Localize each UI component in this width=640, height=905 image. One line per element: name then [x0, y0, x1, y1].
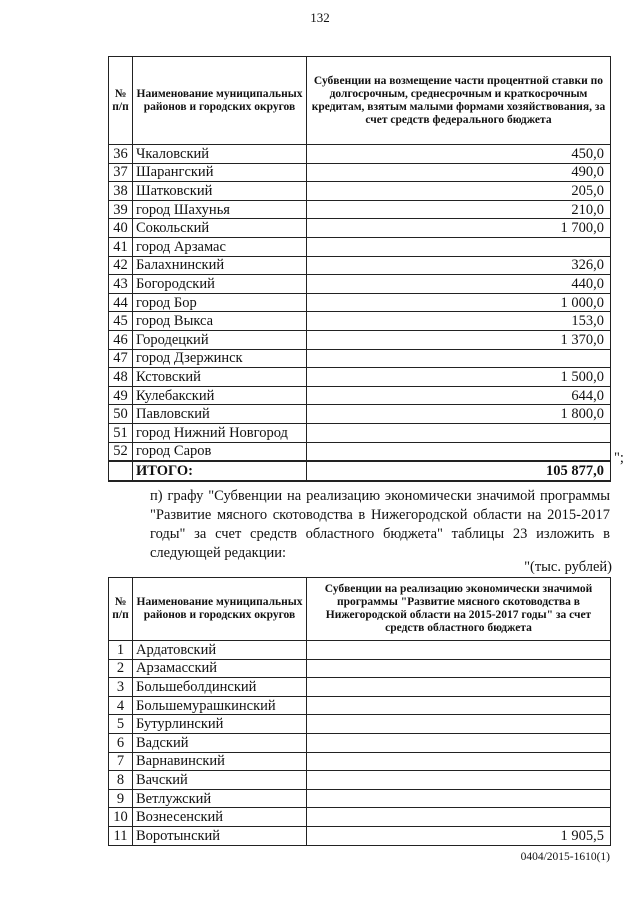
row-number: 51: [109, 423, 133, 442]
row-number: 10: [109, 808, 133, 827]
row-number: 36: [109, 145, 133, 164]
row-number: 38: [109, 182, 133, 201]
table-row: [109, 423, 611, 442]
row-number: 1: [109, 641, 133, 660]
row-value: [307, 349, 611, 368]
amendment-paragraph: [108, 487, 610, 563]
row-value: [307, 696, 611, 715]
row-value: [307, 715, 611, 734]
header-number: № п/п: [109, 578, 133, 641]
row-number: 50: [109, 405, 133, 424]
table-row: [109, 678, 611, 697]
row-municipality: город Дзержинск: [133, 349, 307, 368]
table-row: [109, 715, 611, 734]
row-value: 450,0: [307, 145, 611, 164]
row-municipality: Павловский: [133, 405, 307, 424]
row-number: 44: [109, 293, 133, 312]
row-municipality: город Арзамас: [133, 237, 307, 256]
row-value: 210,0: [307, 200, 611, 219]
row-municipality: Городецкий: [133, 330, 307, 349]
table-row: [109, 145, 611, 164]
row-value: [307, 789, 611, 808]
row-value: [307, 423, 611, 442]
table-row: [109, 789, 611, 808]
subsidy-table-regional: [108, 577, 611, 846]
row-value: 153,0: [307, 312, 611, 331]
table-row: [109, 349, 611, 368]
row-value: 1 700,0: [307, 219, 611, 238]
row-municipality: Балахнинский: [133, 256, 307, 275]
row-municipality: Вадский: [133, 733, 307, 752]
row-municipality: Большеболдинский: [133, 678, 307, 697]
header-subsidy: Субвенции на реализацию экономически значимой программы "Развитие мясного скотоводства в Нижегородской области на 2015-2017 годы" за счет средств областного бюджета: [307, 578, 611, 641]
table-row: [109, 659, 611, 678]
row-municipality: Бутурлинский: [133, 715, 307, 734]
row-municipality: Чкаловский: [133, 145, 307, 164]
row-number: 47: [109, 349, 133, 368]
row-value: 1 000,0: [307, 293, 611, 312]
table-row: [109, 808, 611, 827]
table-row: [109, 330, 611, 349]
row-number: 45: [109, 312, 133, 331]
row-value: [307, 678, 611, 697]
row-municipality: Сокольский: [133, 219, 307, 238]
table-row: [109, 368, 611, 387]
table-row: [109, 219, 611, 238]
table-row: [109, 733, 611, 752]
paragraph-text: п) графу "Субвенции на реализацию экономически значимой программы "Развитие мясного скотоводства в Нижегородской области на 2015-2017 годы" за счет средств областного бюджета" таблицы 23 изложить в следующей редакции:: [150, 488, 610, 561]
table-row: [109, 182, 611, 201]
row-municipality: Ветлужский: [133, 789, 307, 808]
row-number: 40: [109, 219, 133, 238]
row-value: [307, 752, 611, 771]
table-row: [109, 752, 611, 771]
row-number: 4: [109, 696, 133, 715]
row-value: 1 800,0: [307, 405, 611, 424]
row-value: [307, 771, 611, 790]
row-municipality: город Нижний Новгород: [133, 423, 307, 442]
row-value: 205,0: [307, 182, 611, 201]
document-code: 0404/2015-1610(1): [520, 851, 610, 863]
row-municipality: город Бор: [133, 293, 307, 312]
unit-label: "(тыс. рублей): [524, 559, 612, 575]
subsidy-table-federal: [108, 56, 611, 482]
closing-quote-mark: ";: [614, 450, 624, 466]
row-number: 2: [109, 659, 133, 678]
table-row: [109, 256, 611, 275]
row-municipality: Богородский: [133, 275, 307, 294]
row-municipality: Арзамасский: [133, 659, 307, 678]
row-municipality: город Саров: [133, 442, 307, 461]
row-value: [307, 733, 611, 752]
row-value: [307, 237, 611, 256]
header-subsidy: Субвенции на возмещение части процентной ставки по долгосрочным, среднесрочным и краткосрочным кредитам, взятым малыми формами хозяйствования, за счет средств федерального бюджета: [307, 57, 611, 145]
row-value: 326,0: [307, 256, 611, 275]
table-row: [109, 275, 611, 294]
row-number: 39: [109, 200, 133, 219]
header-municipality: Наименование муниципальных районов и городских округов: [133, 57, 307, 145]
row-municipality: город Шахунья: [133, 200, 307, 219]
row-value: 440,0: [307, 275, 611, 294]
row-municipality: Вознесенский: [133, 808, 307, 827]
table-row: [109, 237, 611, 256]
row-municipality: Ардатовский: [133, 641, 307, 660]
row-municipality: Вачский: [133, 771, 307, 790]
table-row: [109, 386, 611, 405]
row-value: 644,0: [307, 386, 611, 405]
row-number: 42: [109, 256, 133, 275]
row-number: 5: [109, 715, 133, 734]
row-number: 48: [109, 368, 133, 387]
table-row: [109, 405, 611, 424]
table-row: [109, 163, 611, 182]
row-number: 52: [109, 442, 133, 461]
row-number: 11: [109, 826, 133, 845]
total-value: 105 877,0: [307, 461, 611, 481]
table-row: [109, 312, 611, 331]
row-municipality: Большемурашкинский: [133, 696, 307, 715]
row-number: 37: [109, 163, 133, 182]
row-municipality: город Выкса: [133, 312, 307, 331]
row-value: 1 905,5: [307, 826, 611, 845]
header-number: № п/п: [109, 57, 133, 145]
row-value: 1 500,0: [307, 368, 611, 387]
row-value: 490,0: [307, 163, 611, 182]
row-value: 1 370,0: [307, 330, 611, 349]
page-number: 132: [310, 10, 330, 25]
row-municipality: Варнавинский: [133, 752, 307, 771]
row-municipality: Шатковский: [133, 182, 307, 201]
table-row: [109, 200, 611, 219]
row-municipality: Кулебакский: [133, 386, 307, 405]
row-municipality: Шарангский: [133, 163, 307, 182]
table-row: [109, 293, 611, 312]
row-number: 43: [109, 275, 133, 294]
row-municipality: Кстовский: [133, 368, 307, 387]
row-value: [307, 659, 611, 678]
table-row: [109, 641, 611, 660]
total-row: [109, 461, 611, 481]
header-municipality: Наименование муниципальных районов и городских округов: [133, 578, 307, 641]
table-row: [109, 442, 611, 461]
table-row: [109, 771, 611, 790]
row-number: 9: [109, 789, 133, 808]
row-number: 41: [109, 237, 133, 256]
row-value: [307, 808, 611, 827]
row-number: 6: [109, 733, 133, 752]
total-label: ИТОГО:: [133, 461, 307, 481]
row-municipality: Воротынский: [133, 826, 307, 845]
row-value: [307, 442, 611, 461]
table-row: [109, 696, 611, 715]
row-number: 49: [109, 386, 133, 405]
table-row: [109, 826, 611, 845]
row-value: [307, 641, 611, 660]
row-number: 46: [109, 330, 133, 349]
row-number: 3: [109, 678, 133, 697]
row-number: 8: [109, 771, 133, 790]
row-number: 7: [109, 752, 133, 771]
